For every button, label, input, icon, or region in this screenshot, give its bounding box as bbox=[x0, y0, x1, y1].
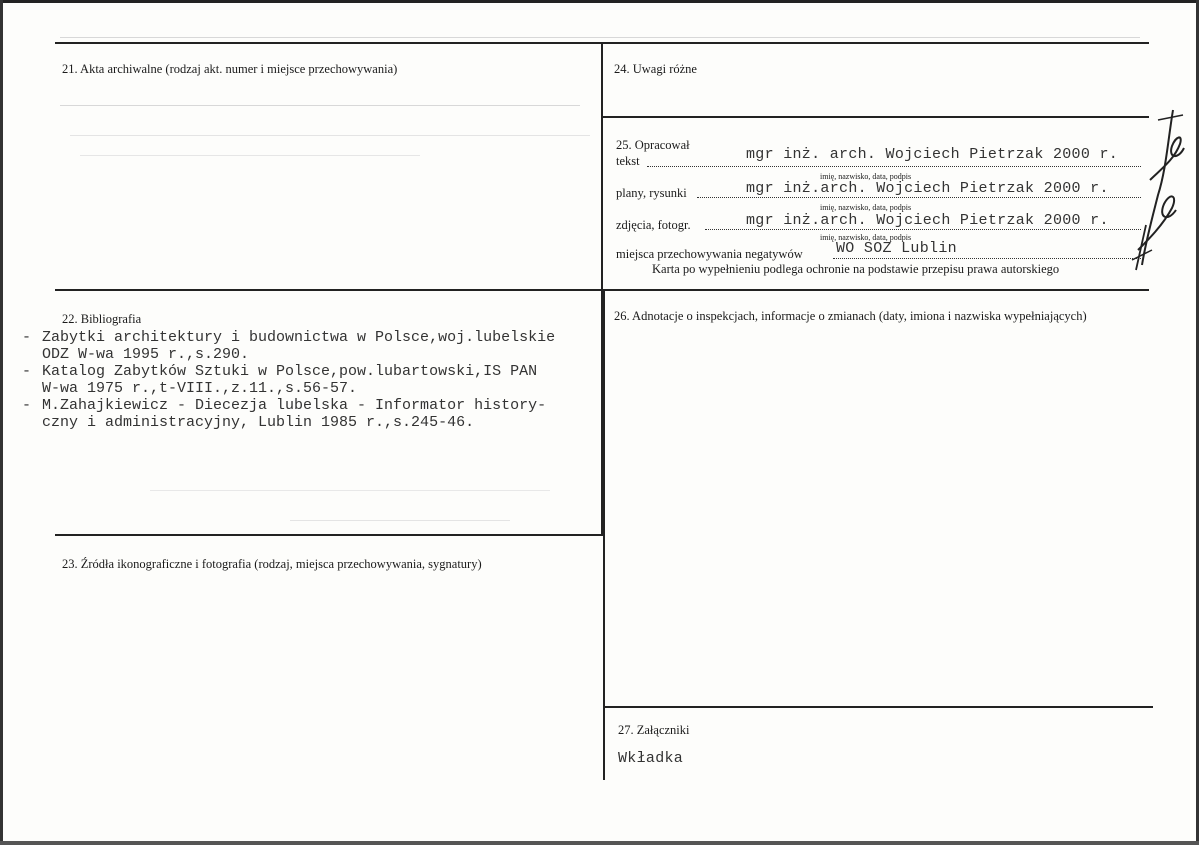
rule-26-27 bbox=[603, 706, 1153, 708]
signature-icon bbox=[1128, 100, 1188, 275]
show-through-line bbox=[70, 135, 590, 136]
section-27-value: Wkładka bbox=[618, 750, 684, 767]
section-23-label: 23. Źródła ikonograficzne i fotografia (rodzaj, miejsca przechowywania, sygnatury) bbox=[62, 557, 482, 571]
bibliography-item: - Katalog Zabytków Sztuki w Polsce,pow.lubartowski,IS PAN W-wa 1975 r.,t-VIII.,z.11.,s.56-57. bbox=[22, 363, 555, 397]
zdjecia-label: zdjęcia, fotogr. bbox=[616, 218, 691, 232]
scan-edge-top bbox=[0, 0, 1199, 3]
tekst-dotted-line bbox=[647, 166, 1141, 167]
rule-21-22 bbox=[55, 289, 1149, 291]
zdjecia-value: mgr inż.arch. Wojciech Pietrzak 2000 r. bbox=[746, 212, 1109, 229]
section-27-label: 27. Załączniki bbox=[618, 723, 690, 737]
section-24-label: 24. Uwagi różne bbox=[614, 62, 697, 76]
bibliography-item: - Zabytki architektury i budownictwa w Polsce,woj.lubelskie ODZ W-wa 1995 r.,s.290. bbox=[22, 329, 555, 363]
plany-label: plany, rysunki bbox=[616, 186, 687, 200]
show-through-line bbox=[80, 155, 420, 156]
tekst-label: tekst bbox=[616, 154, 640, 168]
scan-edge-left bbox=[0, 0, 3, 845]
bibliography-list bbox=[22, 329, 555, 431]
copyright-note: Karta po wypełnieniu podlega ochronie na podstawie przepisu prawa autorskiego bbox=[652, 262, 1060, 276]
negatywy-dotted-line bbox=[833, 258, 1141, 259]
section-25-label: 25. Opracował bbox=[616, 138, 690, 152]
tekst-value: mgr inż. arch. Wojciech Pietrzak 2000 r. bbox=[746, 146, 1119, 163]
rule-22-23 bbox=[55, 534, 603, 536]
show-through-line bbox=[60, 105, 580, 106]
bibliography-item: - M.Zahajkiewicz - Diecezja lubelska - Informator history- czny i administracyjny, Lublin 1985 r.,s.245-46. bbox=[22, 397, 555, 431]
section-21-label: 21. Akta archiwalne (rodzaj akt. numer i miejsce przechowywania) bbox=[62, 62, 398, 76]
tekst-caption: imię, nazwisko, data, podpis bbox=[820, 172, 912, 181]
negatywy-value: WO SOZ Lublin bbox=[836, 240, 957, 257]
scan-edge-bottom bbox=[0, 841, 1199, 845]
rule-24-25 bbox=[603, 116, 1149, 118]
plany-caption: imię, nazwisko, data, podpis bbox=[820, 203, 912, 212]
show-through-line bbox=[290, 520, 510, 521]
section-22-label: 22. Bibliografia bbox=[62, 312, 142, 326]
zdjecia-dotted-line bbox=[705, 229, 1141, 230]
plany-value: mgr inż.arch. Wojciech Pietrzak 2000 r. bbox=[746, 180, 1109, 197]
zdjecia-caption: imię, nazwisko, data, podpis bbox=[820, 233, 912, 242]
negatywy-label: miejsca przechowywania negatywów bbox=[616, 247, 803, 261]
show-through-line bbox=[150, 490, 550, 491]
show-through-line bbox=[60, 37, 1140, 38]
plany-dotted-line bbox=[697, 197, 1141, 198]
section-26-label: 26. Adnotacje o inspekcjach, informacje o zmianach (daty, imiona i nazwiska wypełniających) bbox=[614, 309, 1087, 323]
